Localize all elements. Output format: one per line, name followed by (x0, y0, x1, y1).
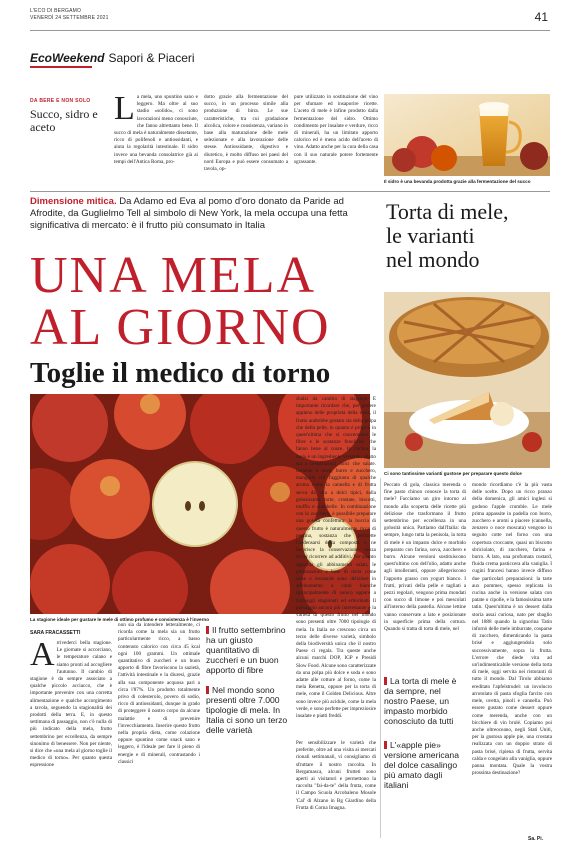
section-accent-rule (30, 66, 92, 68)
sidebar-dropcap: L (114, 94, 135, 127)
sidebar-kicker: DA BERE E NON SOLO (30, 98, 91, 104)
sidebar-col-1 (114, 94, 198, 190)
pie-photo (384, 292, 550, 468)
cider-caption: Il sidro è una bevanda prodotta grazie alla fermentazione del succo (384, 179, 531, 184)
cider-photo (384, 94, 550, 176)
main-col-2: non sia da intendere letteralmente, ci ricorda come la mela sia un frutto particolarmente ricco, a basso contenuto calorico con circa 45 kcal ogni 100 grammi. Un ottimale quantitativo di zuccheri e un buon apporto di fibre favoriscono la sazietà, l'attività intestinale e la diuresi, grazie alla sua componente acquosa pari a circa l'87%. Un prodotto totalmente privo di colesterolo, povero di sodio, ricco di antiossidanti, dunque in grado di proteggere il nostro corpo da alcune malattie e di prevenire l'invecchiamento. Inserire questo frutto nella propria dieta, come colazione oppure spuntino come snack sano e leggero, è l'ideale per fare il pieno di energie e di minerali, contrastando i classici (118, 622, 200, 765)
paper-name: L'ECO DI BERGAMO (30, 8, 82, 14)
section-brand: EcoWeekend (30, 51, 108, 65)
sidebar-heading (30, 98, 108, 134)
main-headline-line-2: AL GIORNO (30, 299, 331, 356)
cider-illustration (384, 94, 550, 176)
column-divider (380, 478, 381, 838)
main-byline: SARA FRACASSETTI (30, 630, 81, 636)
page-number: 41 (534, 10, 548, 24)
main-pull-quote-2 (206, 685, 290, 735)
sidebar-headline: Succo, sidro e aceto (30, 107, 98, 134)
torta-headline (386, 200, 556, 272)
torta-headline-line-1: Torta di mele, (386, 199, 509, 224)
main-col-4: Per sensibilizzare le varietà che preferite, oltre ad una visita ai mercati rionali settimanali, vi consigliamo di sfruttare il nostro raccolta. In Bergamasca, alcuni frutteti sono aperti ai visitatori e permettono la raccolta "fai-da-te" della frutta, come il Campo Scuola Arcobaleno Mosole 'Cal' di Alzano in Bg Giardino della Frutta di Corna Imagna. (296, 740, 376, 811)
sidebar-col-1-text: a mela, uno spuntino sano e leggero. Ma oltre al suo stadio «solido», ci sono lavorazioni meno conosciute, che fanno altrettanto bene. Il succo di mela è naturalmente dissetante, ricco di polifenoli e antiossidanti, e aiuta la regolarità intestinale. Il sidro invece una bevanda consolatrice già ai tempi dell'Antica Roma, pro- (114, 94, 198, 165)
main-col-1-text: rrivederci bella stagione. Le giornate si accorciano, le temperature calano e siamo pronti ad accogliere l'autunno. Il cambio di stagione è da sempre associato a qualche piccolo acciacco, che è importante prevenire con una corretta alimentazione e qualche accorgimento a tavola, seguendo la stagionalità dei prodotti della terra. E, in questo settimana di passaggio, non c'è nulla di più indicato della mela, frutto settembrino per eccellenza, da sempre sinonimo di benessere. Non per niente, si dice che «una mela al giorno toglie il medico di torno». Per quanto questa espressione (30, 640, 112, 769)
torta-pull-quote-2-text: L'«apple pie» versione americana del dolce casalingo più amato dagli italiani (384, 740, 459, 790)
main-col-1 (30, 640, 112, 840)
top-rule (30, 30, 550, 31)
torta-signature: Sa. Pi. (528, 836, 544, 842)
main-col-3: sbalzi da cambio di stagione. È importante ricordare che, per godere appieno delle proprietà della mela, il frutto andrebbe gustato sia della polpa che della pelle, in quanto è proprio in quest'ultima che si concentrano le fibre e le sostanze fenoliche, che fanno bene al cuore. In cucina, la mela è un ingrediente versatile, adatto sia a preparazioni dolci che salate. Insieme a uova, burro e zucchero, mangarlo col l'aggiunta di qualche aroma come la cannella e di frutta secca dà vita a dolci tipici, dalla golosissime torte, crostate, biscotti, muffin e ciambelle. In combinazione con lo zucchero, è possibile preparare una golosa confettura: la buccia di questo frutto è naturalmente ricca di pectina, sostanza che permette l'addensarsi della composta e ne favorisce la conservazione, senza dover ricorrere ad additivi. Per quanto riguarda gli abbinamenti salati, le preparazioni a base di mela come salse e mostarde sono deliziose in abbinamento a carni bianche (principalmente di suino) oppure a formaggi stagionati ed erborinati. Il paesaggio ancora più interessante è la varietà di questo frutto nel mondo sono presenti oltre 7000 tipologie di mela. In Italia ne crescono circa un terzo delle diverse varietà, simbolo della biodiversità unica che il nostro Paese ci regala. Tra queste anche alcuni marchi DOP, IGP e Presidi Slow Food. Alcune sono caratterizzate da una polpa più dolce e soda e sono adatte alle cotture al forno, come la mela Renetta, oppure per la torta di mele, come il Golden Delicious. Altre sono invece più acidule, come la mela verde, e sono perfette per impreziosire insalate e piatti freddi. (296, 396, 376, 719)
sidebar-col-3: pure utilizzato in sostituzione del vino per sfumare ed insaporire ricette. L'aceto di mele è infine prodotto dalla fermentazione del sidro. Ottimo condimento per insalate e verdure, ricco di minerali, ha un limitato apporto calorico ed è meno acido dell'aceto di vino. Adatto anche per la cura della casa con il suo naturale potere fortemente sgrassante. (294, 94, 378, 165)
pull-quote-marker (384, 677, 387, 685)
deck-lead: Dimensione mitica. (30, 196, 117, 207)
sidebar-col-2: dotto grazie alla fermentazione del succo, in un processo simile alla produzione di birra. Le sue caratteristiche, tra cui gradazione alcolica, colore e consistenza, variano in base alla maturazione delle mele selezionate e alla lavorazione delle stesse. Antiossidante, digestivo e diuretico, è molto diffuso nei paesi del nord Europa e può essere consumato a tavola, op- (204, 94, 288, 173)
pie-illustration (384, 292, 550, 468)
pull-quote-marker (384, 741, 387, 749)
main-pull-quote-2-text: Nel mondo sono presenti oltre 7.000 tipologie di mela. In Italia ci sono un terzo delle varietà (206, 685, 288, 735)
apples-caption: La stagione ideale per gustare le mele di ottimo profumo e consistenza è l'inverno (30, 617, 210, 622)
pull-quote-marker (206, 626, 209, 634)
section-name: Sapori & Piaceri (108, 51, 195, 65)
main-pull-quote-1 (206, 625, 290, 675)
pie-caption: Ci sono tantissime varianti gustose per preparare questo dolce (384, 471, 522, 476)
issue-date: VENERDÌ 24 SETTEMBRE 2021 (30, 15, 109, 21)
torta-col-2: mondo ricordiamo c'è la più vasta delle scelte. Dopo un ricco pranzo della domenica, gli amici inglesi si godono l'apple crumble. Le mele prima appassite in padella con burro, zucchero e aromi a piacere (cannella, zenzero o noce moscata) vengono in seguito cotte nel forno con una copertura croccante, quasi un biscotto sbriciolato, di zucchero, farina e burro. A lato, una profumata custard, fluida crema pasticcera alla vaniglia. I cugini francesi hanno invece diffuso due particolari preparazioni: la tarte aux pommes, spesso replicata in cucina anche in versione salata con patate o cipolle, e la famosissima tarte tatin. Quest'ultima è un dessert dalla storia assai curiosa, nato per sbaglio nel 1888 quando la signorina Tatin infornò delle mele imburrate, cosparse di zucchero, dimenticando la pasta brisé e aggiungendola solo successivamente, sopra la frutta. L'errore che diede vita ad un'indimenticabile versione della torta di mele, oggi servita nei ristoranti di tutto il mondo. Dal Tirolo abbiamo ereditato l'apfelstrudel: un involucro arrotolato di pasta sfoglia farcito con mele, uvetta, pinoli e cannella. Può essere gustato come dessert oppure come merenda, anche con un bicchiere di vin brulé. Copiamo poi anche oltreoceano, negli Stati Uniti, per la gustosa apple pie, una crostata realizzata con un doppio strato di pasta brisé, ripiena di frutta, servita calda e congelato alla vaniglia, oppure panna montata. Quale la vostra prossima destinazione? (472, 482, 552, 777)
section-header (30, 50, 195, 66)
main-headline-line-1: UNA MELA (30, 247, 317, 304)
torta-pull-quote-1 (384, 676, 464, 726)
main-subheadline: Toglie il medico di torno (30, 357, 331, 389)
masthead (30, 8, 109, 22)
sidebar-rule (30, 191, 550, 192)
main-pull-quote-1-text: Il frutto settembrino ha un giusto quantitativo di zuccheri e un buon apporto di fibre (206, 625, 286, 675)
deck (30, 196, 370, 232)
torta-headline-line-2: le varianti (386, 223, 475, 248)
pull-quote-marker (206, 686, 209, 694)
torta-col-1: Peccato di gola, classica merenda o fine pasto chinon conosce la torta di mele? Facciamo un giro intorno al mondo alla scoperta delle ricette più deliziose che trasformano il frutto settembrino per eccellenza in una golosità unica. Partiamo dall'Italia: da sempre, lungo tutta la penisola, la torta di mele è un impasto dolce e morbido preparato con farina, uova, zucchero e burro. Alcune versioni sostituiscono quest'ultimo con dell'olio, adatto anche agli intolleranti, oppure allegeriscono l'apporto grasso con yogurt bianco. I frutti, privati della pelle e tagliati a pezzi regolari, vengono prima mondati con succo di limone e poi mescolati all'interno della pastella. Alcune lettine vanno conservate a lato e posizionate in superficie prima della cottura. Quando si tratta di torta di mele, nel (384, 482, 466, 633)
torta-pull-quote-2 (384, 740, 464, 790)
main-dropcap: A (30, 640, 55, 673)
torta-pull-quote-1-text: La torta di mele è da sempre, nel nostro Paese, un impasto morbido conosciuto da tutti (384, 676, 457, 726)
main-headline (30, 247, 370, 356)
deck-text: Da Adamo ed Eva al pomo d'oro donato da Paride ad Afrodite, da Guglielmo Tell al simbolo di New York, la mela occupa una fetta significativa di mercato: è il frutto più consumato in Italia (30, 196, 348, 231)
torta-headline-line-3: nel mondo (386, 247, 480, 272)
